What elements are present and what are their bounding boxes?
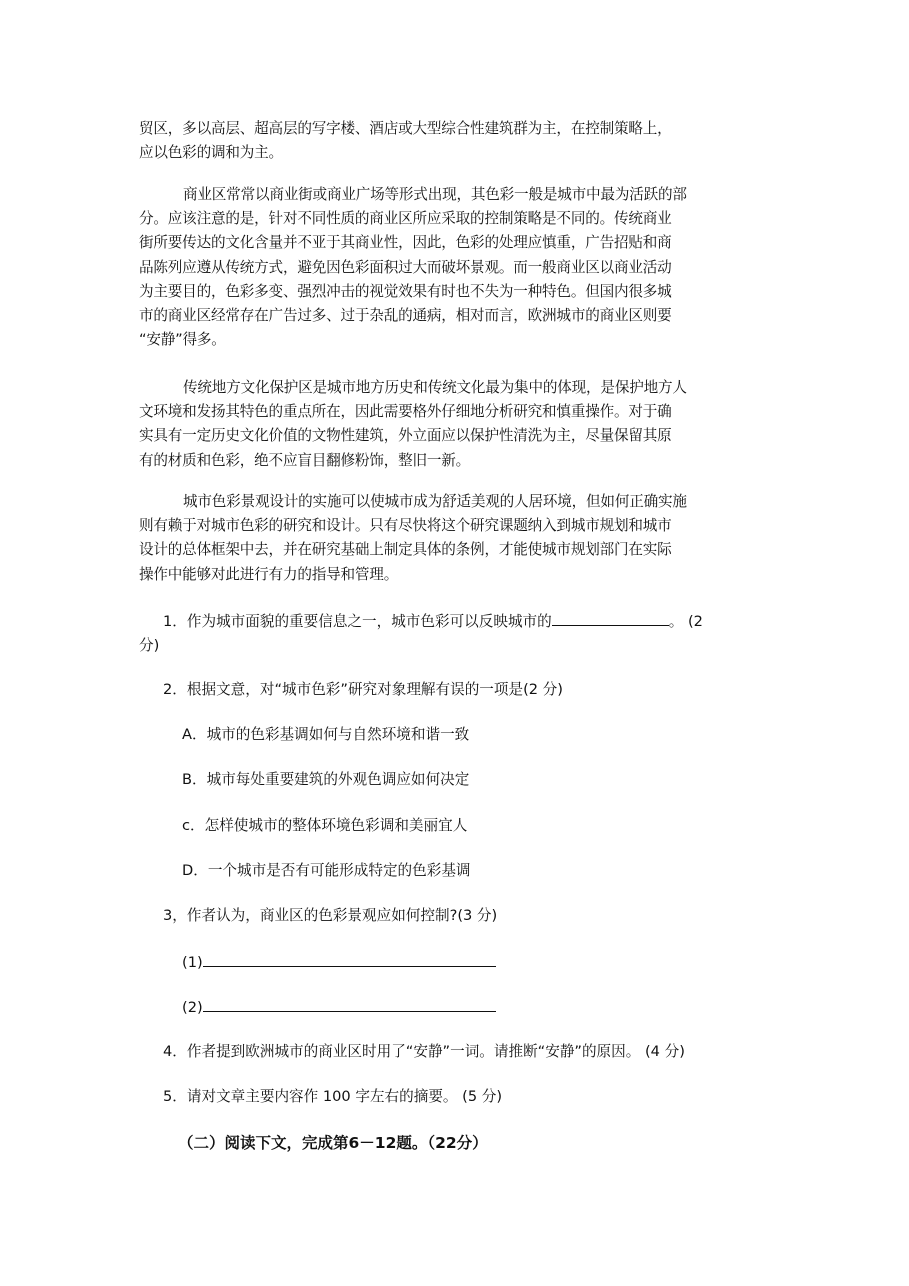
question-3-answer-1 bbox=[182, 950, 496, 975]
question-1-text: 1．作为城市面貌的重要信息之一，城市色彩可以反映城市的 bbox=[163, 613, 552, 630]
section-heading: （二）阅读下文，完成第6－12题。（22分） bbox=[178, 1134, 488, 1152]
question-3-answer-2 bbox=[182, 995, 496, 1020]
question-4: 4．作者提到欧洲城市的商业区时用了“安静”一词。请推断“安静”的原因。 (4 分) bbox=[163, 1043, 685, 1060]
question-3: 3，作者认为，商业区的色彩景观应如何控制?(3 分) bbox=[163, 907, 498, 924]
question-1-score-wrap: 分) bbox=[139, 637, 160, 654]
question-2-option-a: A．城市的色彩基调如何与自然环境和谐一致 bbox=[182, 726, 470, 743]
question-3-answer-1-blank[interactable] bbox=[203, 950, 496, 967]
passage-paragraph-1: 贸区，多以高层、超高层的写字楼、酒店或大型综合性建筑群为主，在控制策略上， 应以色彩的调和为主。 bbox=[139, 120, 672, 162]
question-1-answer-blank[interactable] bbox=[552, 609, 669, 626]
passage-paragraph-2: 商业区常常以商业街或商业广场等形式出现，其色彩一般是城市中最为活跃的部 分。应该注意的是，针对不同性质的商业区所应采取的控制策略是不同的。传统商业 街所要传达的文化含量并不亚于其商业性，因此，色彩的处理应慎重，广告招贴和商 品陈列应遵从传统方式，避免因色彩面积过大而破坏景观。而一般商业区以商业活动 为主要目的，色彩多变、强烈冲击的视觉效果有时也不失为一种特色。但国内很多城 市的商业区经常存在广告过多、过于杂乱的通病，相对而言，欧洲城市的商业区则要 “安静”得多。 bbox=[139, 186, 687, 349]
passage-paragraph-4: 城市色彩景观设计的实施可以使城市成为舒适美观的人居环境，但如何正确实施 则有赖于对城市色彩的研究和设计。只有尽快将这个研究课题纳入到城市规划和城市 设计的总体框架中去，并在研究基础上制定具体的条例，才能使城市规划部门在实际 操作中能够对此进行有力的指导和管理。 bbox=[139, 493, 687, 583]
question-3-answer-2-label: (2) bbox=[182, 999, 203, 1016]
question-2-option-b: B．城市每处重要建筑的外观色调应如何决定 bbox=[182, 771, 470, 788]
question-1 bbox=[163, 609, 703, 634]
question-2-option-c: c．怎样使城市的整体环境色彩调和美丽宜人 bbox=[182, 817, 468, 834]
question-3-answer-1-label: (1) bbox=[182, 954, 203, 971]
question-1-score: 。 (2 bbox=[668, 613, 703, 630]
passage-paragraph-3: 传统地方文化保护区是城市地方历史和传统文化最为集中的体现，是保护地方人 文环境和发扬其特色的重点所在，因此需要格外仔细地分析研究和慎重操作。对于确 实具有一定历史文化价值的文物性建筑，外立面应以保护性清洗为主，尽量保留其原 有的材质和色彩，绝不应盲目翻修粉饰，整旧一新。 bbox=[139, 379, 687, 469]
question-2-option-d: D．一个城市是否有可能形成特定的色彩基调 bbox=[182, 862, 471, 879]
question-2: 2．根据文意，对“城市色彩”研究对象理解有误的一项是(2 分) bbox=[163, 681, 563, 698]
question-3-answer-2-blank[interactable] bbox=[203, 995, 496, 1012]
question-5: 5．请对文章主要内容作 100 字左右的摘要。 (5 分) bbox=[163, 1088, 503, 1105]
